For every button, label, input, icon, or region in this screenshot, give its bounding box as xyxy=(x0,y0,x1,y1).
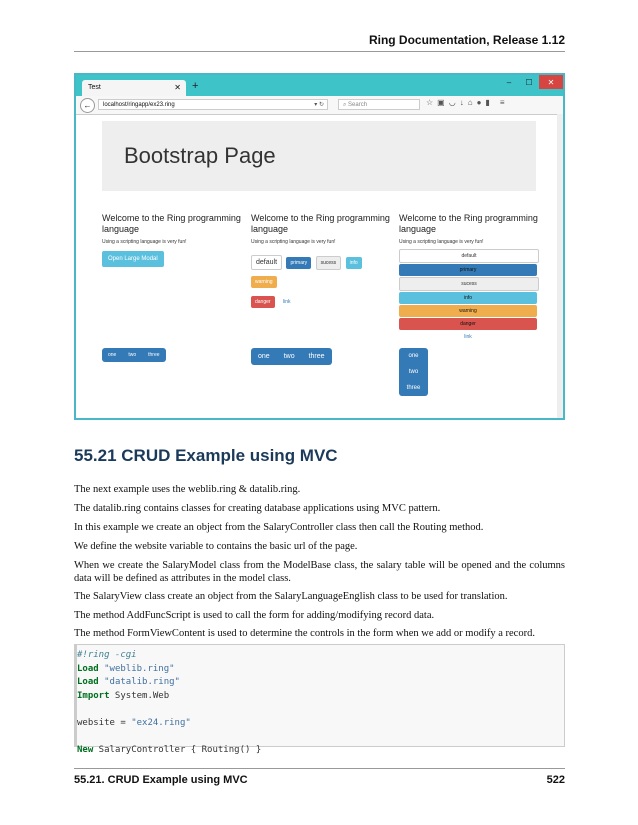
toolbar-icons xyxy=(426,98,504,107)
minimize-icon[interactable]: – xyxy=(506,77,512,87)
close-window-icon[interactable]: ✕ xyxy=(539,75,563,89)
maximize-icon[interactable]: ☐ xyxy=(525,77,533,87)
code-string: "weblib.ring" xyxy=(104,663,175,674)
group-button-one[interactable]: one xyxy=(108,352,117,358)
code-text: System.Web xyxy=(109,690,170,701)
bookmark-star-icon[interactable]: ☆ xyxy=(426,98,434,107)
paragraph: The next example uses the weblib.ring & datalib.ring. xyxy=(74,484,301,495)
jumbotron-title: Bootstrap Page xyxy=(124,143,276,168)
code-string: "ex24.ring" xyxy=(131,717,191,728)
column-text: Using a scripting language is very fun! xyxy=(399,239,484,245)
header-rule xyxy=(74,51,565,52)
default-button[interactable]: default xyxy=(399,249,539,263)
code-keyword: Load xyxy=(77,663,99,674)
warning-button[interactable]: warning xyxy=(251,276,277,288)
group-button-one[interactable]: one xyxy=(408,353,419,359)
vertical-buttons xyxy=(399,249,539,343)
page-number: 522 xyxy=(546,774,565,786)
section-title: 55.21 CRUD Example using MVC xyxy=(74,446,338,465)
link-button[interactable]: link xyxy=(283,299,291,305)
code-block xyxy=(74,644,565,755)
primary-button[interactable]: primary xyxy=(286,257,311,269)
search-icon: ⌕ xyxy=(343,102,349,108)
group-button-one[interactable]: one xyxy=(258,353,270,360)
warning-button[interactable]: warning xyxy=(399,305,537,317)
pocket-icon[interactable]: ◡ xyxy=(448,98,456,107)
paragraph: We define the website variable to contains the basic url of the page. xyxy=(74,541,358,552)
button-row xyxy=(251,251,391,288)
button-group-small xyxy=(102,348,166,362)
new-tab-icon[interactable]: + xyxy=(192,80,199,92)
group-button-three[interactable]: three xyxy=(308,353,325,360)
open-modal-button[interactable]: Open Large Modal xyxy=(102,251,164,267)
info-button[interactable]: info xyxy=(399,292,537,304)
search-input[interactable] xyxy=(338,99,420,110)
group-button-two[interactable]: two xyxy=(408,369,419,375)
window-controls xyxy=(499,75,563,89)
tab-bar xyxy=(76,75,563,96)
close-tab-icon[interactable]: ✕ xyxy=(174,83,181,92)
download-icon[interactable]: ↓ xyxy=(459,98,464,107)
code-keyword: Import xyxy=(77,690,110,701)
browser-tab[interactable] xyxy=(82,80,186,96)
code-text: website = xyxy=(77,717,132,728)
code-text: SalaryController { Routing() } xyxy=(93,744,262,755)
menu-icon[interactable]: ≡ xyxy=(499,98,505,107)
search-placeholder: Search xyxy=(348,102,368,108)
library-icon[interactable]: ▮ xyxy=(485,98,490,107)
url-bar[interactable] xyxy=(98,99,328,110)
paragraph: When we create the SalaryModel class from the ModelBase class, the salary table will be opened and the columns data will be defined as attributes in the model class. xyxy=(74,560,565,584)
link-button[interactable]: link xyxy=(464,334,472,340)
group-button-two[interactable]: two xyxy=(283,353,295,360)
paragraph: The method AddFuncScript is used to call the form for adding/modifying record data. xyxy=(74,610,435,621)
footer-section: 55.21. CRUD Example using MVC xyxy=(74,774,248,786)
paragraph: The method FormViewContent is used to determine the controls in the form when we add or modify a record. xyxy=(74,628,535,639)
group-button-two[interactable]: two xyxy=(128,352,137,358)
column-heading: Welcome to the Ring programming language xyxy=(251,213,390,234)
info-button[interactable]: info xyxy=(346,257,362,269)
clipboard-icon[interactable]: ▣ xyxy=(437,98,445,107)
reload-icon[interactable]: ▾ ↻ xyxy=(314,102,324,108)
browser-screenshot xyxy=(74,73,565,420)
nav-bar xyxy=(76,96,563,115)
button-group-vertical xyxy=(399,348,428,396)
chat-icon[interactable]: ● xyxy=(476,98,482,107)
danger-button[interactable]: danger xyxy=(399,318,537,330)
danger-button[interactable]: danger xyxy=(251,296,275,308)
page-header: Ring Documentation, Release 1.12 xyxy=(368,33,565,47)
group-button-three[interactable]: three xyxy=(406,385,421,391)
column-3 xyxy=(399,213,539,344)
column-text: Using a scripting language is very fun! xyxy=(251,239,336,245)
jumbotron xyxy=(102,121,536,191)
column-2 xyxy=(251,213,391,308)
tab-title: Test xyxy=(88,84,101,91)
code-keyword: New xyxy=(77,744,94,755)
paragraph: In this example we create an object from the SalaryController class then call the Routing method. xyxy=(74,522,484,533)
default-button[interactable]: default xyxy=(251,255,282,270)
button-group-large xyxy=(251,348,332,365)
code-keyword: Load xyxy=(77,677,99,687)
success-button[interactable]: sucess xyxy=(316,256,342,270)
url-text: localhost/ringapp/ex23.ring xyxy=(103,102,175,108)
back-icon[interactable]: ← xyxy=(80,98,95,113)
paragraph: The SalaryView class create an object from the SalaryLanguageEnglish class to be used for translation. xyxy=(74,591,508,602)
group-button-three[interactable]: three xyxy=(148,352,160,358)
column-heading: Welcome to the Ring programming language xyxy=(399,213,538,234)
footer-rule xyxy=(74,768,565,769)
column-1 xyxy=(102,213,242,267)
scrollbar[interactable] xyxy=(557,114,563,418)
primary-button[interactable]: primary xyxy=(399,264,537,276)
success-button[interactable]: sucess xyxy=(399,277,539,291)
button-row-2 xyxy=(251,290,391,308)
column-heading: Welcome to the Ring programming language xyxy=(102,213,241,234)
home-icon[interactable]: ⌂ xyxy=(467,98,473,107)
paragraph: The datalib.ring contains classes for creating database applications using MVC pattern. xyxy=(74,503,441,514)
code-string: "datalib.ring" xyxy=(104,677,180,687)
column-text: Using a scripting language is very fun! xyxy=(102,239,187,245)
code-comment: #!ring -cgi xyxy=(77,650,137,660)
